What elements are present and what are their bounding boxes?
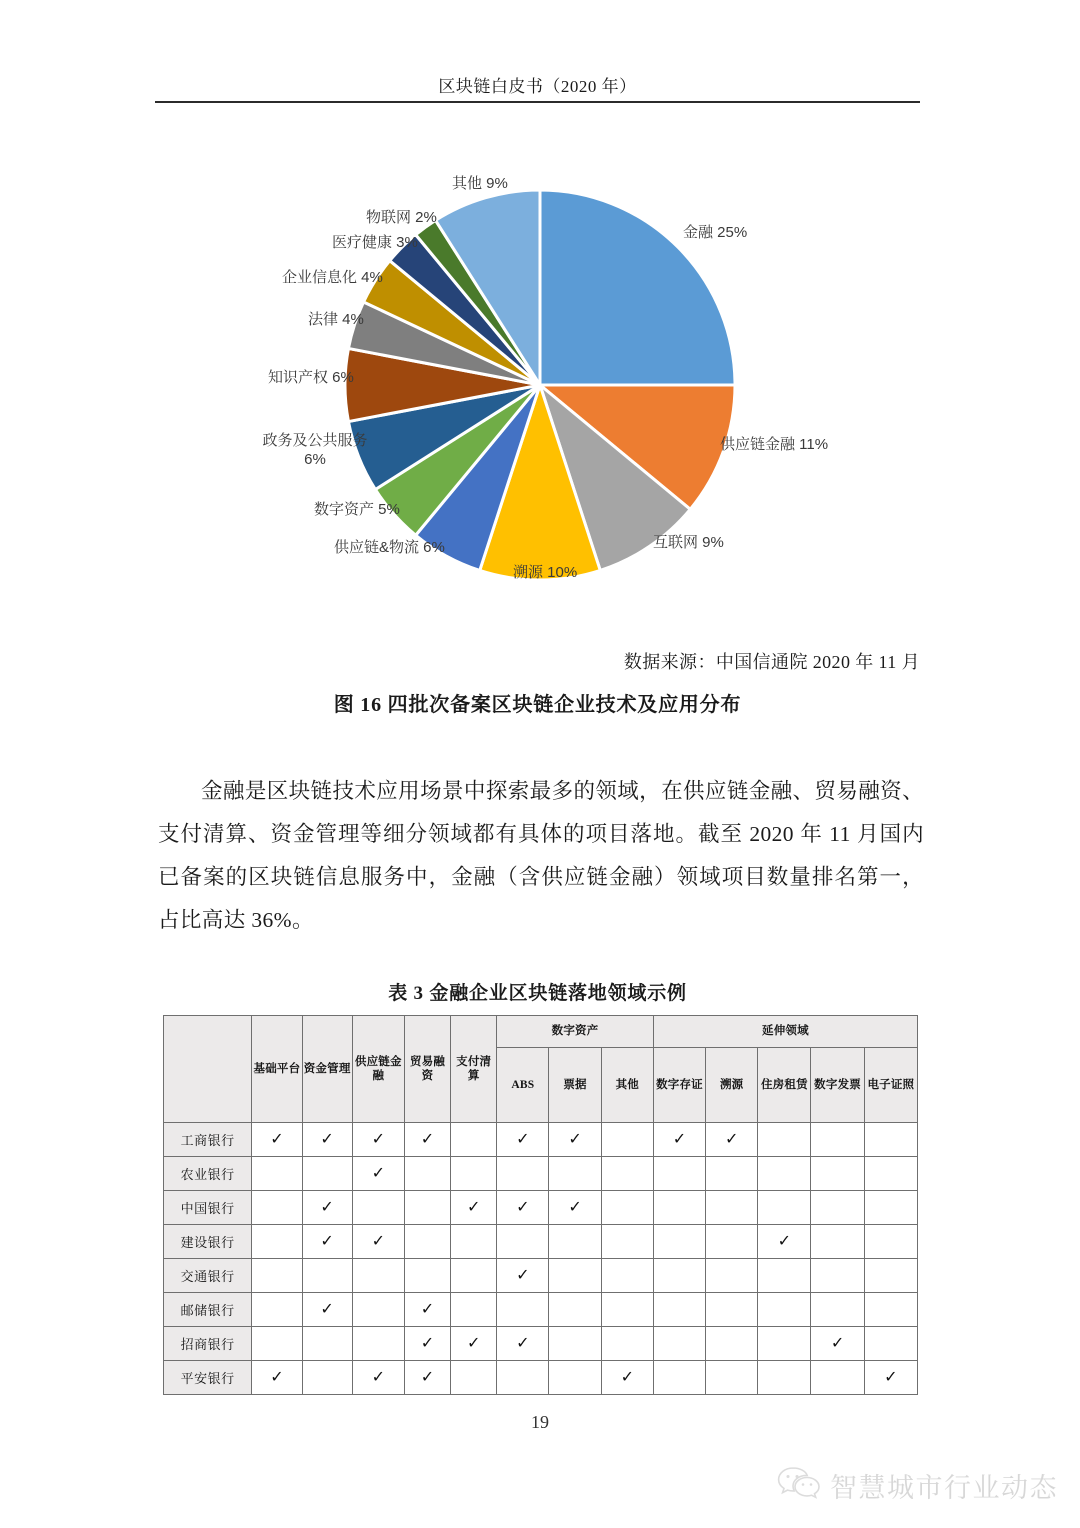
check-icon: ✓ [724,1128,739,1148]
col-header-fund-mgmt: 资金管理 [302,1016,352,1123]
cell-平安银行-贸易融资 [404,1361,450,1395]
table-row [164,1327,918,1361]
col-header-bills: 票据 [549,1048,601,1123]
pie-label-other: 其他 9% [452,175,508,192]
cell-招商银行-供应链金融 [352,1327,404,1361]
check-icon: ✓ [320,1196,334,1216]
cell-邮储银行-基础平台 [252,1293,302,1327]
row-header-中国银行: 中国银行 [164,1191,252,1225]
pie-label-internet: 互联网 9% [653,534,724,551]
cell-工商银行-贸易融资 [404,1123,450,1157]
cell-中国银行-资金管理 [302,1191,352,1225]
cell-平安银行-电子证照 [864,1361,917,1395]
row-header-平安银行: 平安银行 [164,1361,252,1395]
row-header-交通银行: 交通银行 [164,1259,252,1293]
cell-工商银行-资金管理 [302,1123,352,1157]
cell-交通银行-供应链金融 [352,1259,404,1293]
check-icon: ✓ [466,1332,481,1352]
cell-邮储银行-电子证照 [864,1293,917,1327]
check-icon: ✓ [371,1366,386,1386]
cell-工商银行-数字发票 [811,1123,864,1157]
cell-中国银行-ABS [497,1191,549,1225]
table-caption: 表 3 金融企业区块链落地领域示例 [388,983,687,1004]
cell-交通银行-贸易融资 [404,1259,450,1293]
cell-农业银行-票据 [549,1157,601,1191]
table-group-header-row [164,1016,918,1048]
check-icon: ✓ [371,1230,386,1250]
cell-中国银行-电子证照 [864,1191,917,1225]
check-icon: ✓ [620,1366,634,1386]
cell-平安银行-供应链金融 [352,1361,404,1395]
pie-label-ip: 知识产权 6% [268,369,354,386]
table-head [164,1016,918,1123]
pie-label-healthcare: 医疗健康 3% [332,234,418,251]
table-3 [163,1015,918,1395]
cell-邮储银行-支付清算 [451,1293,497,1327]
check-icon: ✓ [420,1332,435,1352]
cell-工商银行-溯源 [706,1123,758,1157]
check-icon: ✓ [466,1196,481,1216]
watermark [777,1466,1058,1505]
pie-label-law: 法律 4% [308,311,364,328]
cell-中国银行-票据 [549,1191,601,1225]
cell-工商银行-数字存证 [653,1123,705,1157]
page-header [155,72,920,97]
cell-农业银行-基础平台 [252,1157,302,1191]
cell-工商银行-住房租赁 [758,1123,811,1157]
cell-招商银行-电子证照 [864,1327,917,1361]
cell-招商银行-住房租赁 [758,1327,811,1361]
check-icon: ✓ [270,1128,284,1148]
row-header-建设银行: 建设银行 [164,1225,252,1259]
cell-招商银行-其他 [601,1327,653,1361]
cell-建设银行-支付清算 [451,1225,497,1259]
figure-source: 数据来源：中国信通院 2020 年 11 月 [623,652,920,672]
table-row [164,1191,918,1225]
figure-caption: 图 16 四批次备案区块链企业技术及应用分布 [333,694,742,716]
cell-平安银行-溯源 [706,1361,758,1395]
cell-交通银行-票据 [549,1259,601,1293]
page-number: 19 [531,1412,549,1432]
check-icon: ✓ [320,1230,334,1250]
cell-平安银行-票据 [549,1361,601,1395]
check-icon: ✓ [320,1128,334,1148]
cell-邮储银行-其他 [601,1293,653,1327]
cell-平安银行-数字发票 [811,1361,864,1395]
col-header-platform: 基础平台 [252,1016,302,1123]
cell-建设银行-电子证照 [864,1225,917,1259]
col-header-other: 其他 [601,1048,653,1123]
check-icon: ✓ [420,1366,435,1386]
cell-招商银行-资金管理 [302,1327,352,1361]
cell-建设银行-数字存证 [653,1225,705,1259]
check-icon: ✓ [516,1332,530,1352]
row-header-农业银行: 农业银行 [164,1157,252,1191]
col-header-digital-invoice: 数字发票 [811,1048,864,1123]
col-header-traceability: 溯源 [706,1048,758,1123]
table-body [164,1123,918,1395]
check-icon: ✓ [420,1128,435,1148]
cell-招商银行-ABS [497,1327,549,1361]
cell-建设银行-住房租赁 [758,1225,811,1259]
pie-label-supplychain-logistics: 供应链&物流 6% [334,539,445,556]
cell-邮储银行-资金管理 [302,1293,352,1327]
cell-农业银行-数字存证 [653,1157,705,1191]
cell-工商银行-电子证照 [864,1123,917,1157]
cell-招商银行-数字发票 [811,1327,864,1361]
check-icon: ✓ [672,1128,687,1148]
cell-建设银行-数字发票 [811,1225,864,1259]
cell-中国银行-基础平台 [252,1191,302,1225]
cell-招商银行-票据 [549,1327,601,1361]
header-divider [155,101,920,103]
table-row [164,1123,918,1157]
cell-建设银行-票据 [549,1225,601,1259]
group-header-extended: 延伸领域 [653,1016,917,1048]
pie-chart-svg [150,150,930,620]
cell-农业银行-资金管理 [302,1157,352,1191]
cell-建设银行-溯源 [706,1225,758,1259]
pie-label-iot: 物联网 2% [366,209,437,226]
check-icon: ✓ [516,1264,530,1284]
cell-邮储银行-溯源 [706,1293,758,1327]
table-row [164,1293,918,1327]
pie-chart [150,150,930,620]
col-header-abs: ABS [497,1048,549,1123]
check-icon: ✓ [568,1196,582,1216]
cell-中国银行-数字存证 [653,1191,705,1225]
cell-建设银行-资金管理 [302,1225,352,1259]
col-header-trade-finance: 贸易融资 [404,1016,450,1123]
cell-工商银行-其他 [601,1123,653,1157]
col-header-housing-rental: 住房租赁 [758,1048,811,1123]
check-icon: ✓ [270,1366,284,1386]
pie-label-finance: 金融 25% [683,224,748,241]
check-icon: ✓ [371,1162,386,1182]
check-icon: ✓ [516,1196,530,1216]
table-row [164,1157,918,1191]
pie-label-digital-asset: 数字资产 5% [314,501,400,518]
group-header-digital-assets: 数字资产 [497,1016,654,1048]
cell-招商银行-贸易融资 [404,1327,450,1361]
cell-平安银行-住房租赁 [758,1361,811,1395]
page-header-title: 区块链白皮书（2020 年） [438,77,637,96]
cell-邮储银行-ABS [497,1293,549,1327]
cell-平安银行-支付清算 [451,1361,497,1395]
cell-平安银行-资金管理 [302,1361,352,1395]
cell-交通银行-溯源 [706,1259,758,1293]
check-icon: ✓ [420,1298,435,1318]
cell-中国银行-供应链金融 [352,1191,404,1225]
table-corner-cell [164,1016,252,1123]
check-icon: ✓ [320,1298,334,1318]
cell-中国银行-溯源 [706,1191,758,1225]
cell-招商银行-基础平台 [252,1327,302,1361]
cell-中国银行-住房租赁 [758,1191,811,1225]
table-row [164,1259,918,1293]
cell-建设银行-贸易融资 [404,1225,450,1259]
cell-交通银行-ABS [497,1259,549,1293]
cell-工商银行-支付清算 [451,1123,497,1157]
cell-招商银行-支付清算 [451,1327,497,1361]
wechat-icon-svg [777,1466,821,1500]
cell-交通银行-资金管理 [302,1259,352,1293]
col-header-digital-evidence: 数字存证 [653,1048,705,1123]
cell-交通银行-电子证照 [864,1259,917,1293]
cell-交通银行-数字存证 [653,1259,705,1293]
check-icon: ✓ [516,1128,530,1148]
pie-slice-1 [540,190,735,385]
check-icon: ✓ [371,1128,386,1148]
wechat-icon [777,1466,821,1505]
figure-16 [150,150,930,620]
cell-中国银行-支付清算 [451,1191,497,1225]
cell-农业银行-支付清算 [451,1157,497,1191]
watermark-text: 智慧城市行业动态 [830,1473,1058,1503]
cell-交通银行-数字发票 [811,1259,864,1293]
table-3-wrapper [163,1015,918,1395]
cell-邮储银行-住房租赁 [758,1293,811,1327]
cell-邮储银行-贸易融资 [404,1293,450,1327]
check-icon: ✓ [884,1366,898,1386]
cell-交通银行-住房租赁 [758,1259,811,1293]
col-header-supplychain-finance: 供应链金融 [352,1016,404,1123]
row-header-工商银行: 工商银行 [164,1123,252,1157]
cell-平安银行-数字存证 [653,1361,705,1395]
row-header-邮储银行: 邮储银行 [164,1293,252,1327]
cell-建设银行-ABS [497,1225,549,1259]
cell-农业银行-数字发票 [811,1157,864,1191]
cell-邮储银行-票据 [549,1293,601,1327]
check-icon: ✓ [830,1332,845,1352]
cell-农业银行-供应链金融 [352,1157,404,1191]
cell-中国银行-其他 [601,1191,653,1225]
pie-label-enterprise-it: 企业信息化 4% [282,269,383,286]
cell-建设银行-基础平台 [252,1225,302,1259]
cell-农业银行-ABS [497,1157,549,1191]
cell-中国银行-数字发票 [811,1191,864,1225]
cell-邮储银行-供应链金融 [352,1293,404,1327]
col-header-e-certificate: 电子证照 [864,1048,917,1123]
cell-农业银行-住房租赁 [758,1157,811,1191]
cell-建设银行-其他 [601,1225,653,1259]
cell-交通银行-支付清算 [451,1259,497,1293]
col-header-payment-clearing: 支付清算 [451,1016,497,1123]
row-header-招商银行: 招商银行 [164,1327,252,1361]
check-icon: ✓ [568,1128,582,1148]
cell-农业银行-电子证照 [864,1157,917,1191]
cell-建设银行-供应链金融 [352,1225,404,1259]
cell-平安银行-其他 [601,1361,653,1395]
check-icon: ✓ [777,1230,792,1250]
cell-农业银行-贸易融资 [404,1157,450,1191]
cell-工商银行-供应链金融 [352,1123,404,1157]
cell-平安银行-ABS [497,1361,549,1395]
cell-平安银行-基础平台 [252,1361,302,1395]
cell-邮储银行-数字发票 [811,1293,864,1327]
cell-招商银行-数字存证 [653,1327,705,1361]
table-row [164,1225,918,1259]
cell-工商银行-票据 [549,1123,601,1157]
pie-label-government: 政务及公共服务 6% [262,432,368,469]
cell-交通银行-基础平台 [252,1259,302,1293]
cell-工商银行-基础平台 [252,1123,302,1157]
cell-交通银行-其他 [601,1259,653,1293]
cell-农业银行-其他 [601,1157,653,1191]
pie-label-traceability: 溯源 10% [513,564,578,581]
pie-label-supplychain-finance: 供应链金融 11% [720,436,829,453]
cell-农业银行-溯源 [706,1157,758,1191]
cell-招商银行-溯源 [706,1327,758,1361]
body-paragraph: 金融是区块链技术应用场景中探索最多的领域，在供应链金融、贸易融资、支付清算、资金管理等细分领域都有具体的项目落地。截至 2020 年 11 月国内已备案的区块链信息服务中，金融（含供应链金融）领域项目数量排名第一，占比高达 36%。 [158,778,924,932]
table-row [164,1361,918,1395]
cell-工商银行-ABS [497,1123,549,1157]
cell-中国银行-贸易融资 [404,1191,450,1225]
cell-邮储银行-数字存证 [653,1293,705,1327]
